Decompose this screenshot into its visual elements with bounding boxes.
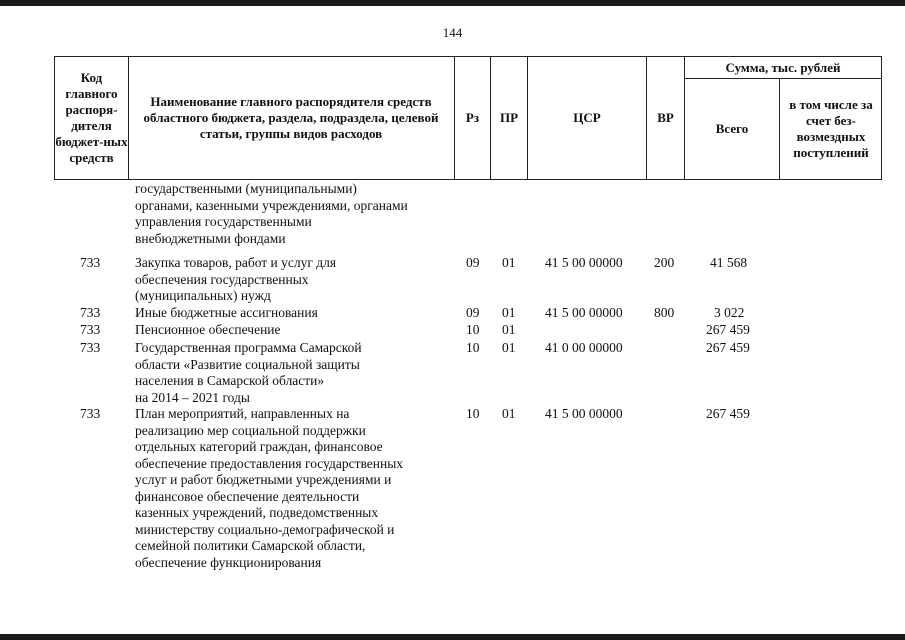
row-vr: 200: [654, 255, 675, 270]
row-csr: 41 0 00 00000: [545, 340, 623, 355]
header-incl-gratuitous: в том числе за счет без-возмездных поступлений: [789, 97, 873, 160]
scan-top-border: [0, 0, 905, 6]
row-rz: 10: [466, 406, 480, 421]
header-name: Наименование главного распорядителя средств областного бюджета, раздела, подраздела, целевой статьи, группы видов расходов: [143, 94, 439, 141]
row-total: 267 459: [706, 406, 750, 421]
header-pr: ПР: [499, 110, 519, 125]
row-name: Пенсионное обеспечение: [135, 322, 281, 337]
row-total: 41 568: [710, 255, 748, 270]
header-sum: Сумма, тыс. рублей: [725, 59, 841, 75]
col-sep: [779, 78, 780, 180]
scan-bottom-border: [0, 634, 905, 640]
row-rz: 09: [466, 305, 480, 320]
row-rz: 10: [466, 322, 480, 337]
row-name: Иные бюджетные ассигнования: [135, 305, 318, 320]
header-vr: ВР: [657, 110, 674, 125]
header-csr: ЦСР: [573, 110, 601, 125]
row-name: Закупка товаров, работ и услуг для обеспечения государственных (муниципальных) нужд: [135, 255, 337, 303]
header-right-border: [881, 56, 882, 180]
row-total: 267 459: [706, 322, 750, 337]
row-pr: 01: [502, 305, 516, 320]
page-number: 144: [442, 25, 463, 40]
row-csr: 41 5 00 00000: [545, 406, 623, 421]
row-pr: 01: [502, 322, 516, 337]
header-bottom-border: [54, 179, 882, 180]
row-name: План мероприятий, направленных на реализацию мер социальной поддержки отдельных категорий граждан, финансовое обеспечение предоставления государственных услуг и работ бюджетными учреждениями и финансовое обеспечение деятельности казенных учреждений, подведомственных министерству социально-демографической и семейной политики Самарской области, обеспечение функционирования: [135, 406, 404, 570]
row-code: 733: [80, 340, 101, 355]
header-total: Всего: [715, 121, 749, 136]
row-name: государственными (муниципальными) органами, казенными учреждениями, органами управления государственными внебюджетными фондами: [135, 181, 408, 246]
row-pr: 01: [502, 406, 516, 421]
row-name: Государственная программа Самарской области «Развитие социальной защиты населения в Самарской области» на 2014 – 2021 годы: [135, 340, 362, 405]
row-total: 267 459: [706, 340, 750, 355]
row-rz: 09: [466, 255, 480, 270]
row-code: 733: [80, 322, 101, 337]
row-vr: 800: [654, 305, 675, 320]
header-rz: Рз: [465, 110, 480, 125]
row-code: 733: [80, 406, 101, 421]
col-sep: [128, 56, 129, 180]
row-pr: 01: [502, 340, 516, 355]
row-pr: 01: [502, 255, 516, 270]
row-csr: 41 5 00 00000: [545, 305, 623, 320]
table-header: [54, 56, 882, 180]
row-csr: 41 5 00 00000: [545, 255, 623, 270]
row-code: 733: [80, 255, 101, 270]
row-total: 3 022: [714, 305, 745, 320]
row-rz: 10: [466, 340, 480, 355]
row-code: 733: [80, 305, 101, 320]
header-code: Код главного распоря-дителя бюджет-ных средств: [55, 70, 128, 165]
